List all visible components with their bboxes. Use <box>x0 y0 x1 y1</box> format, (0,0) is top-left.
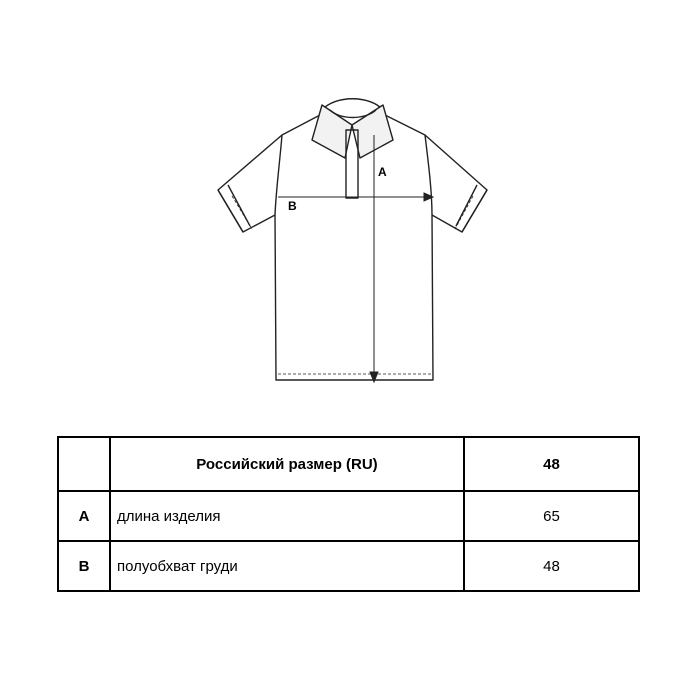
row-measurement-name: длина изделия <box>110 491 464 541</box>
size-table-header <box>58 437 639 491</box>
row-measurement-value: 65 <box>464 491 639 541</box>
table-row <box>58 491 639 541</box>
measure-b-label: B <box>288 199 297 213</box>
row-code: B <box>58 541 110 591</box>
measure-a-label: A <box>378 165 387 179</box>
sleeve-stitch-right <box>455 196 473 229</box>
row-measurement-value: 48 <box>464 541 639 591</box>
header-code-cell <box>58 437 110 491</box>
shirt-body <box>218 115 487 380</box>
left-sleeve-cuff <box>218 185 250 232</box>
header-size-value: 48 <box>464 437 639 491</box>
measure-a <box>370 135 378 382</box>
row-code: A <box>58 491 110 541</box>
table-row <box>58 541 639 591</box>
left-armhole-seam <box>275 135 282 215</box>
measure-b <box>278 193 433 201</box>
right-sleeve-cuff <box>456 185 487 232</box>
right-armhole-seam <box>425 135 432 215</box>
collar-back <box>322 99 383 110</box>
header-size-system: Российский размер (RU) <box>110 437 464 491</box>
shirt-outline <box>218 99 487 380</box>
row-measurement-name: полуобхват груди <box>110 541 464 591</box>
size-table <box>57 436 640 592</box>
